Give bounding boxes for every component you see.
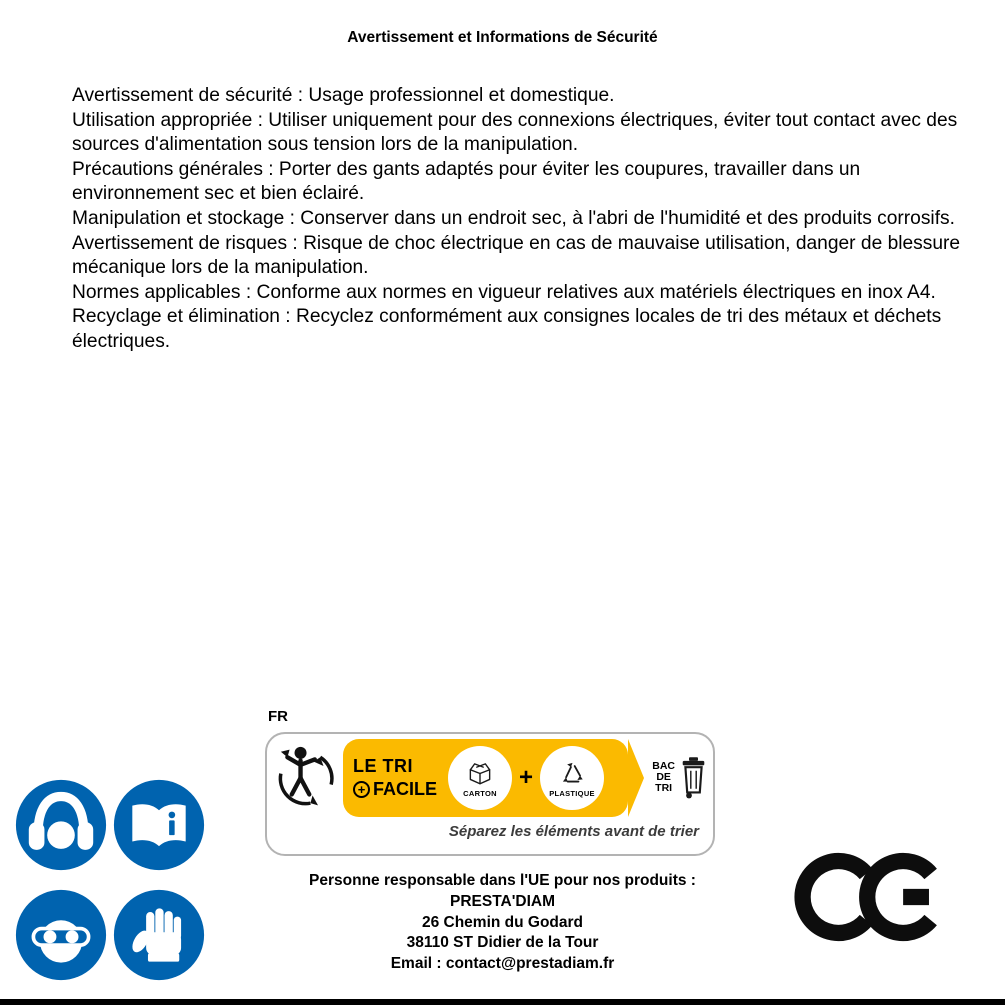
safety-paragraph: Avertissement de risques : Risque de choc électrique en cas de mauvaise utilisation, danger de blessure mécanique lors de la manipulation. [72,232,961,279]
le-tri-facile-text [353,757,437,798]
safety-paragraph: Avertissement de sécurité : Usage professionnel et domestique. [72,85,615,106]
tri-facile-row [267,734,713,818]
plus-circle-icon: + [353,781,370,798]
contact-email: Email : contact@prestadiam.fr [390,955,615,973]
address-line-2: 38110 ST Didier de la Tour [406,934,599,952]
responsible-intro: Personne responsable dans l'UE pour nos produits : [309,872,696,889]
facile-text: FACILE [373,779,438,799]
safety-paragraph: Manipulation et stockage : Conserver dans un endroit sec, à l'abri de l'humidité et des produits corrosifs. [72,207,955,229]
plastique-label: PLASTIQUE [549,788,595,798]
triman-tagline: Séparez les éléments avant de trier [448,823,699,840]
company-name: PRESTA'DIAM [449,892,555,910]
safety-paragraph: Normes applicables : Conforme aux normes en vigueur relatives aux matériels électriques en inox A4. [72,281,936,303]
safety-paragraph: Utilisation appropriée : Utiliser uniquement pour des connexions électriques, éviter tout contact avec des sources d'alimentation sous tension lors de la manipulation. [72,109,958,156]
bottom-edge-bar [0,999,1005,1005]
safety-text-block [72,84,987,355]
ce-mark-icon [793,845,951,949]
ear-protection-icon [15,779,107,871]
plus-separator: + [519,763,534,791]
address-line-1: 26 Chemin du Godard [421,913,584,931]
page-title: Avertissement et Informations de Sécurité [347,29,658,46]
carton-material-badge [448,746,512,810]
bac-line: DE [656,770,671,783]
bac-line: BAC [652,759,675,772]
bac-line: TRI [655,782,673,795]
plastic-recycle-icon [554,758,590,788]
tri-facile-label [265,732,715,856]
sorting-bin-icon [680,755,707,801]
triman-icon [271,741,341,815]
read-instructions-icon [113,779,205,871]
safety-paragraph: Précautions générales : Porter des gants adaptés pour éviter les coupures, travailler dans un environnement sec et bien éclairé. [72,158,861,205]
sorting-bin-zone [652,755,707,801]
safety-paragraph: Recyclage et élimination : Recyclez conformément aux consignes locales de tri des métaux et déchets électriques. [72,306,942,352]
plastique-material-badge [540,746,604,810]
carton-label: CARTON [463,788,497,798]
le-tri-text: LE TRI [353,756,413,776]
bac-de-tri-text [652,761,675,795]
country-code-label: FR [268,708,288,725]
yellow-band [343,739,628,817]
carton-box-icon [462,758,498,788]
